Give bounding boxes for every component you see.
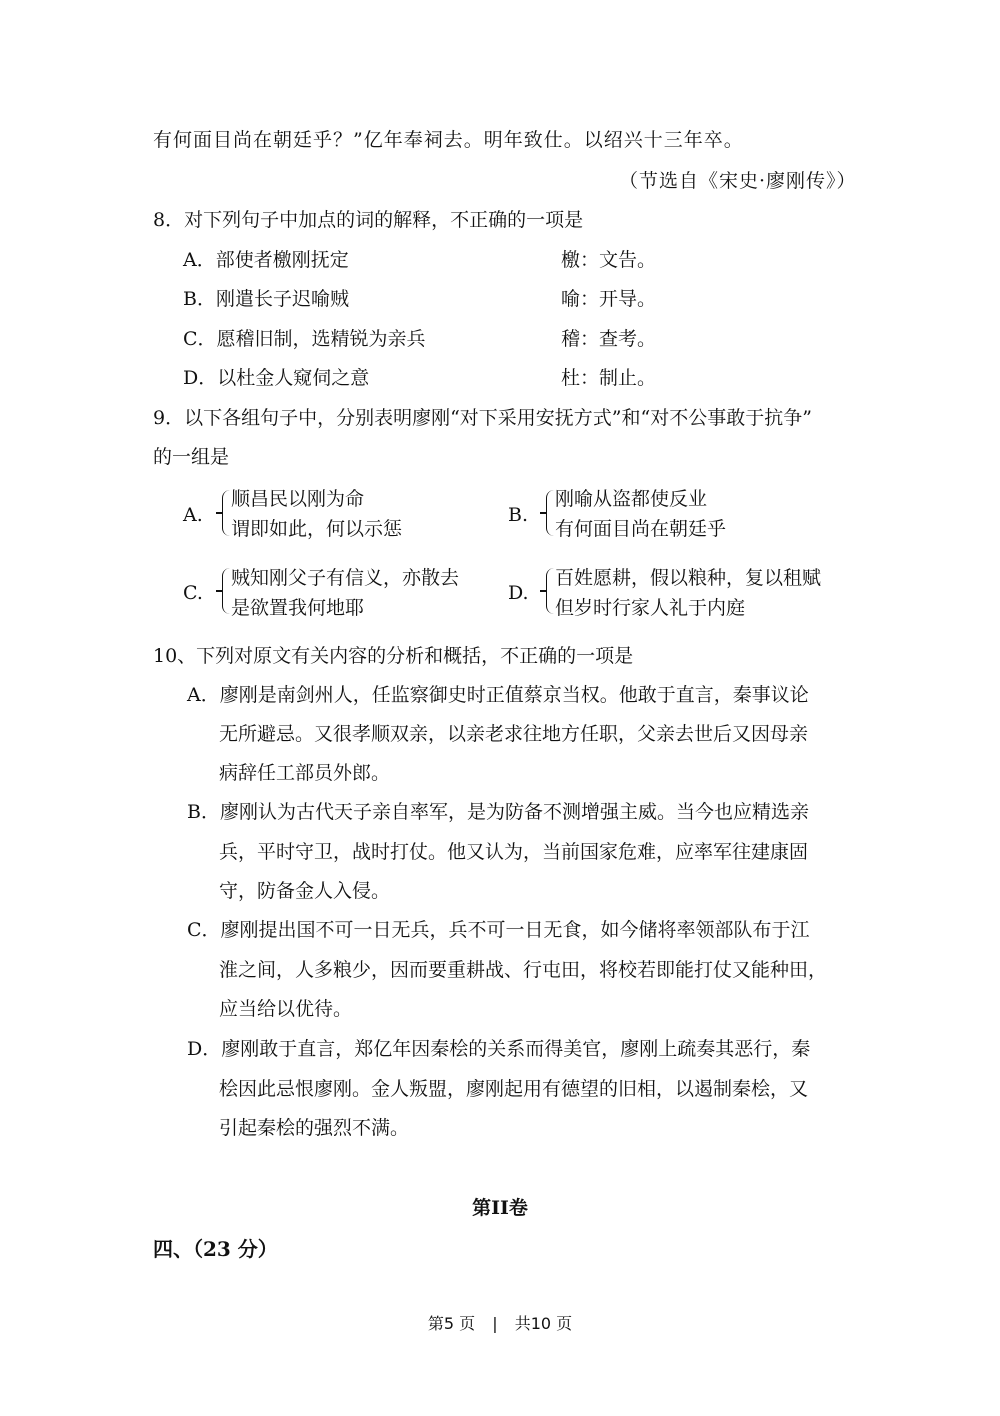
q9-option-b-letter: B. (508, 504, 529, 526)
q10-option-b-line3: 守，防备金人入侵。 (219, 880, 391, 902)
q8-option-b: B．刚遣长子迟喻贼 (183, 288, 349, 310)
q10-option-a-line1: A．廖刚是南剑州人，任监察御史时正值蔡京当权。他敢于直言，秦事议论 (187, 684, 809, 706)
q9-option-c-brace (222, 568, 231, 614)
q9-option-d-line1: 百姓愿耕，假以粮种，复以租赋 (555, 567, 822, 589)
q10-stem: 10、下列对原文有关内容的分析和概括，不正确的一项是 (153, 645, 634, 667)
q10-option-a-line3: 病辞任工部员外郎。 (219, 762, 391, 784)
q8-option-a-gloss: 檄：文告。 (561, 249, 657, 271)
q9-option-c-line2: 是欲置我何地耶 (231, 597, 365, 619)
part-heading: 四、（23 分） (153, 1237, 278, 1261)
volume-title: 第II卷 (472, 1197, 528, 1219)
q9-option-b-brace (546, 490, 555, 536)
q9-option-d-letter: D. (508, 582, 529, 604)
q10-option-b-line1: B．廖刚认为古代天子亲自率军，是为防备不测增强主威。当今也应精选亲 (187, 801, 809, 823)
q9-option-a-line1: 顺昌民以刚为命 (231, 488, 365, 510)
q8-option-d-gloss: 杜：制止。 (561, 367, 657, 389)
page-footer (0, 1311, 1000, 1334)
passage-last-line: 有何面目尚在朝廷乎？”亿年奉祠去。明年致仕。以绍兴十三年卒。 (153, 129, 744, 151)
passage-source: （节选自《宋史·廖刚传》） (619, 170, 857, 192)
page-number: 第5 页 (427, 1314, 476, 1333)
q9-option-b-line2: 有何面目尚在朝廷乎 (555, 518, 727, 540)
q9-option-a-line2: 谓即如此，何以示惩 (231, 518, 403, 540)
q8-option-c: C．愿稽旧制，选精锐为亲兵 (183, 328, 426, 350)
q9-option-d-line2: 但岁时行家人礼于内庭 (555, 597, 746, 619)
q8-option-c-gloss: 稽：查考。 (561, 328, 657, 350)
q10-option-a-line2: 无所避忌。又很孝顺双亲，以亲老求往地方任职，父亲去世后又因母亲 (219, 723, 809, 745)
q10-option-c-line2: 淮之间，人多粮少，因而要重耕战、行屯田，将校若即能打仗又能种田， (219, 959, 828, 981)
q8-option-a: A．部使者檄刚抚定 (183, 249, 349, 271)
q10-option-d-line1: D．廖刚敢于直言，郑亿年因秦桧的关系而得美官，廖刚上疏奏其恶行，秦 (187, 1038, 811, 1060)
q10-option-c-line1: C．廖刚提出国不可一日无兵，兵不可一日无食，如今储将率领部队布于江 (187, 919, 810, 941)
q8-option-b-gloss: 喻：开导。 (561, 288, 657, 310)
q10-option-d-line2: 桧因此忌恨廖刚。金人叛盟，廖刚起用有德望的旧相，以遏制秦桧，又 (219, 1078, 809, 1100)
q10-option-c-line3: 应当给以优待。 (219, 998, 353, 1020)
footer-separator: | (492, 1314, 498, 1333)
q9-option-c-letter: C. (183, 582, 203, 604)
q9-stem-line1: 9．以下各组句子中，分别表明廖刚“对下采用安抚方式”和“对不公事敢于抗争” (153, 407, 812, 429)
q9-option-c-line1: 贼知刚父子有信义，亦散去 (231, 567, 460, 589)
q9-stem-line2: 的一组是 (153, 446, 230, 468)
q10-option-d-line3: 引起秦桧的强烈不满。 (219, 1117, 410, 1139)
page-total: 共10 页 (514, 1314, 573, 1333)
q10-option-b-line2: 兵，平时守卫，战时打仗。他又认为，当前国家危难，应率军往建康固 (219, 841, 809, 863)
q8-option-d: D．以杜金人窥伺之意 (183, 367, 370, 389)
q9-option-d-brace (546, 568, 555, 614)
q8-stem: 8．对下列句子中加点的词的解释，不正确的一项是 (153, 209, 584, 231)
q9-option-a-brace (222, 490, 231, 536)
q9-option-a-letter: A. (183, 504, 203, 526)
q9-option-b-line1: 刚喻从盗都使反业 (555, 488, 708, 510)
